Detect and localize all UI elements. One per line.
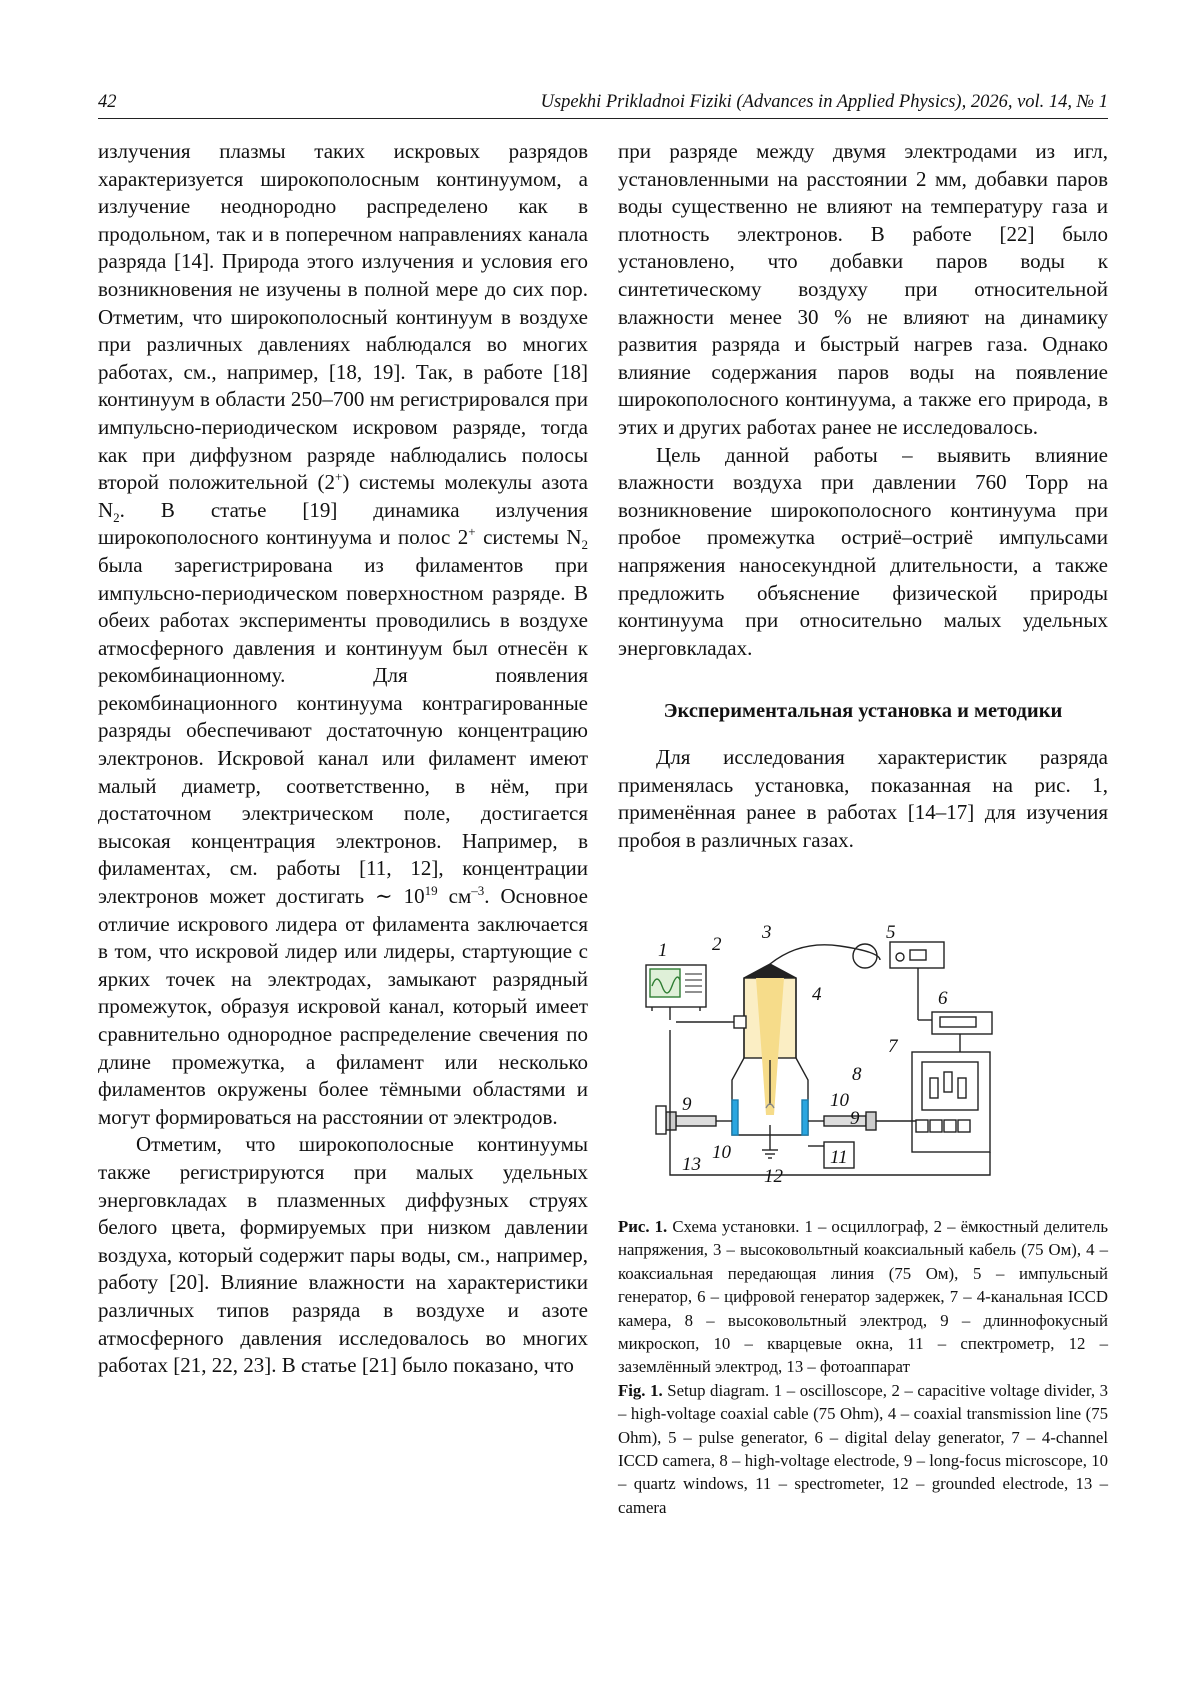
label-5: 5: [886, 922, 896, 943]
caption-ru-text: Схема установки. 1 – осциллограф, 2 – ёмкостный делитель напряжения, 3 – высоковольтный коаксиальный кабель (75 Ом), 4 – коаксиальная передающая линия (75 Ом), 5 – импульсный генератор, 6 – цифровой генератор задержек, 7 – 4-канальная ICCD камера, 8 – высоковольтный электрод, 9 – длиннофокусный микроскоп, 10 – кварцевые окна, 11 – спектрометр, 12 – заземлённый электрод, 13 – фотоаппарат: [618, 1217, 1108, 1377]
right-paragraph-3: Для исследования характеристик разряда применялась установка, показанная на рис. 1, применённая ранее в работах [14–17] для изучения пробоя в различных газах.: [618, 745, 1108, 852]
iccd-camera-icon: [912, 1052, 990, 1152]
text-run: ) системы молекулы азота N: [98, 470, 588, 522]
label-12: 12: [764, 1166, 783, 1187]
label-3: 3: [762, 922, 772, 943]
page-number: 42: [98, 92, 117, 112]
label-6: 6: [938, 988, 948, 1009]
label-7: 7: [888, 1036, 898, 1057]
oscilloscope-icon: [646, 965, 706, 1011]
right-column: [618, 138, 1108, 662]
left-paragraph-1: [98, 138, 588, 1131]
text-run: излучения плазмы таких искровых разрядов характеризуется широкополосным континуумом, а излучение неоднородно распределено как в продольном, так и в поперечном направлениях канала разряда [14]. Природа этого излучения и условия его возникновения не изучены в полной мере до сих пор. Отметим, что широкополосный континуум в воздухе при различных давлениях наблюдался во многих работах, см., например, [18, 19]. Так, в работе [18] континуум в области 250–700 нм регистрировался при импульсно-периодическом искровом разряде, тогда как при диффузном разряде наблюдались полосы второй положительной (2: [98, 139, 588, 495]
transmission-line-icon: [732, 964, 808, 1158]
text-run: см: [437, 884, 472, 909]
setup-diagram: [658, 920, 1050, 1195]
text-run: системы N: [475, 525, 582, 550]
label-2: 2: [712, 934, 722, 955]
superscript: 19: [424, 883, 438, 899]
left-column: [98, 138, 588, 1380]
label-4: 4: [812, 984, 822, 1005]
caption-en: [618, 1379, 1108, 1519]
left-paragraph-2: Отметим, что широкополосные континуумы также регистрируются при малых удельных энерговкладах в плазменных диффузных струях белого цвета, формируемых при низком давлении воздуха, который содержит пары воды, см., например, работу [20]. Влияние влажности на характеристики различных типов разряда в воздухе и азоте атмосферного давления исследовалось во многих работах [21, 22, 23]. В статье [21] было показано, что: [98, 1132, 588, 1378]
label-1: 1: [658, 940, 668, 961]
label-9-right: 9: [850, 1108, 860, 1129]
label-10-left: 10: [712, 1142, 731, 1163]
caption-en-label: Fig. 1.: [618, 1380, 663, 1400]
label-13: 13: [682, 1154, 701, 1175]
text-run: . Основное отличие искрового лидера от филамента заключается в том, что искровой лидер или лидеры, стартующие с ярких точек на электродах, замыкают разрядный промежуток, образуя искровой канал, который имеет сравнительно однородное распределение свечения по длине промежутка, а филамент или несколько филаментов окружены более тёмными областями и могут формироваться на расстоянии от электродов.: [98, 884, 588, 1129]
caption-ru-label: Рис. 1.: [618, 1217, 668, 1236]
right-column-lower: [618, 744, 1108, 854]
superscript: –3: [471, 883, 485, 899]
text-run: была зарегистрирована из филаментов при импульсно-периодическом поверхностном разряде. В обеих работах эксперименты проводились в воздухе атмосферного давления и континуум был отнесён к рекомбинационному. Для появления рекомбинационного континуума контрагированные разряды обеспечивают достаточную концентрацию электронов. Искровой канал или филамент имеют малый диаметр, соответственно, в нём, при достаточном электрическом поле, достигается высокая концентрация электронов. Например, в филаментах, см. работы [11, 12], концентрации электронов может достигать ∼ 10: [98, 552, 588, 909]
subscript: 2: [581, 537, 588, 553]
journal-title: Uspekhi Prikladnoi Fiziki (Advances in Applied Physics), 2026, vol. 14, № 1: [540, 92, 1108, 112]
section-title: Экспериментальная установка и методики: [663, 700, 1063, 722]
subscript: 2: [113, 509, 120, 525]
label-10-right: 10: [830, 1090, 849, 1111]
figure-caption: [618, 1215, 1108, 1519]
right-paragraph-2: Цель данной работы – выявить влияние влажности воздуха при давлении 760 Торр на возникновение широкополосного континуума при пробое промежутка остриё–остриё импульсами напряжения наносекундной длительности, а также предложить объяснение физической природы континуума при относительно малых удельных энерговкладах.: [618, 442, 1108, 660]
caption-en-text: Setup diagram. 1 – oscilloscope, 2 – capacitive voltage divider, 3 – high-voltage coaxial cable (75 Ohm), 4 – coaxial transmission line (75 Ohm), 5 – pulse generator, 6 – digital delay generator, 7 – 4-channel ICCD camera, 8 – high-voltage electrode, 9 – long-focus microscope, 10 – quartz windows, 11 – spectrometer, 12 – grounded electrode, 13 – camera: [618, 1380, 1108, 1517]
label-11: 11: [830, 1147, 848, 1168]
superscript: +: [468, 524, 476, 540]
superscript: +: [335, 469, 343, 485]
label-9-left: 9: [682, 1094, 692, 1115]
label-8: 8: [852, 1064, 862, 1085]
text-run: . В статье [19] динамика излучения широкополосного континуума и полос 2: [98, 497, 588, 550]
running-header: [98, 90, 1108, 119]
caption-ru: [618, 1215, 1108, 1379]
right-paragraph-1: при разряде между двумя электродами из игл, установленными на расстоянии 2 мм, добавки паров воды существенно не влияют на температуру газа и плотность электронов. В работе [22] было установлено, что добавки паров воды к синтетическому воздуху при относительной влажности менее 30 % не влияют на динамику развития разряда и быстрый нагрев газа. Однако влияние содержания паров воды на появление широкополосного континуума, а также его природа, в этих и других работах ранее не исследовалось.: [618, 139, 1108, 439]
